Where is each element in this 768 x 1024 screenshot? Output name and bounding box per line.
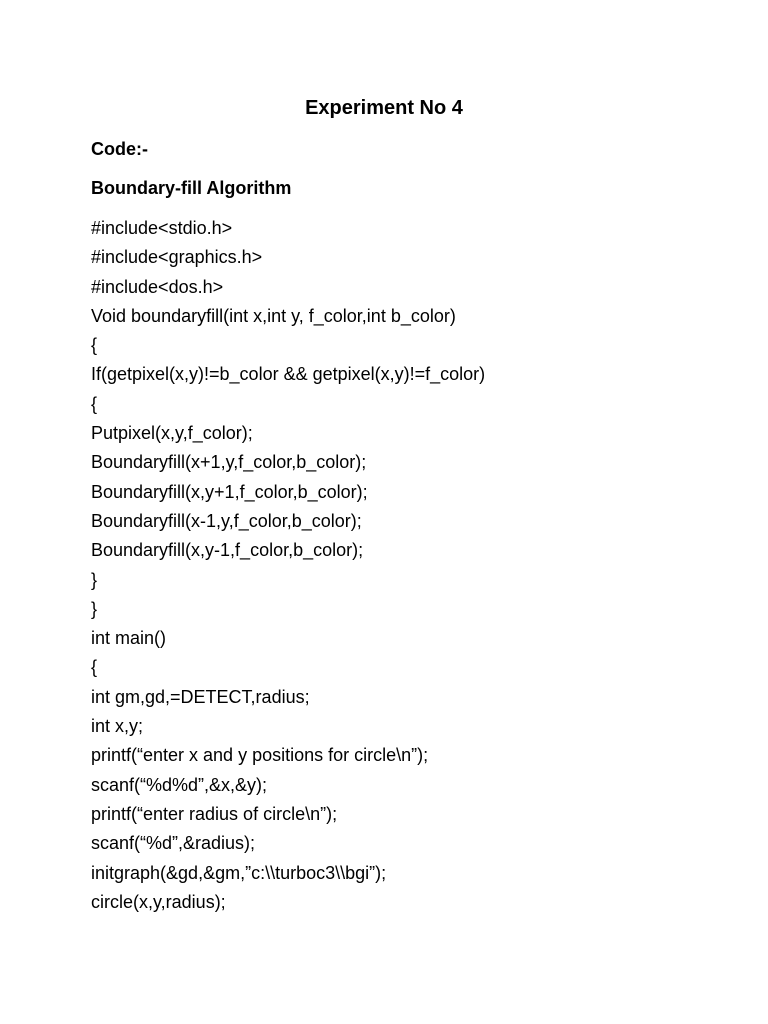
code-line: printf(“enter x and y positions for circle\n”); [91, 745, 429, 766]
code-line: Void boundaryfill(int x,int y, f_color,int b_color) [91, 305, 456, 326]
code-line: Putpixel(x,y,f_color); [91, 423, 253, 444]
code-line: circle(x,y,radius); [91, 891, 226, 912]
code-line: Boundaryfill(x,y+1,f_color,b_color); [91, 481, 368, 502]
code-line: #include<graphics.h> [91, 247, 263, 268]
code-line: printf(“enter radius of circle\n”); [91, 803, 338, 824]
code-line: scanf(“%d%d”,&x,&y); [91, 774, 268, 795]
code-listing [91, 216, 731, 919]
code-line: initgraph(&gd,&gm,”c:\\turboc3\\bgi”); [91, 862, 387, 883]
code-line: int main() [91, 628, 167, 649]
code-line: If(getpixel(x,y)!=b_color && getpixel(x,y)!=f_color) [91, 364, 486, 385]
code-line: Boundaryfill(x+1,y,f_color,b_color); [91, 452, 367, 473]
code-line: Boundaryfill(x-1,y,f_color,b_color); [91, 510, 362, 531]
page-title: Experiment No 4 [305, 97, 463, 119]
code-line: } [91, 598, 98, 619]
algorithm-title: Boundary-fill Algorithm [91, 178, 292, 198]
code-line: { [91, 393, 98, 414]
code-line: } [91, 569, 98, 590]
code-line: { [91, 657, 98, 678]
code-line: int gm,gd,=DETECT,radius; [91, 686, 310, 707]
code-line: int x,y; [91, 716, 144, 737]
code-line: #include<dos.h> [91, 276, 224, 297]
code-line: Boundaryfill(x,y-1,f_color,b_color); [91, 540, 364, 561]
code-line: { [91, 335, 98, 356]
code-line: #include<stdio.h> [91, 218, 233, 238]
code-line: scanf(“%d”,&radius); [91, 833, 256, 854]
code-label: Code:- [91, 139, 148, 159]
